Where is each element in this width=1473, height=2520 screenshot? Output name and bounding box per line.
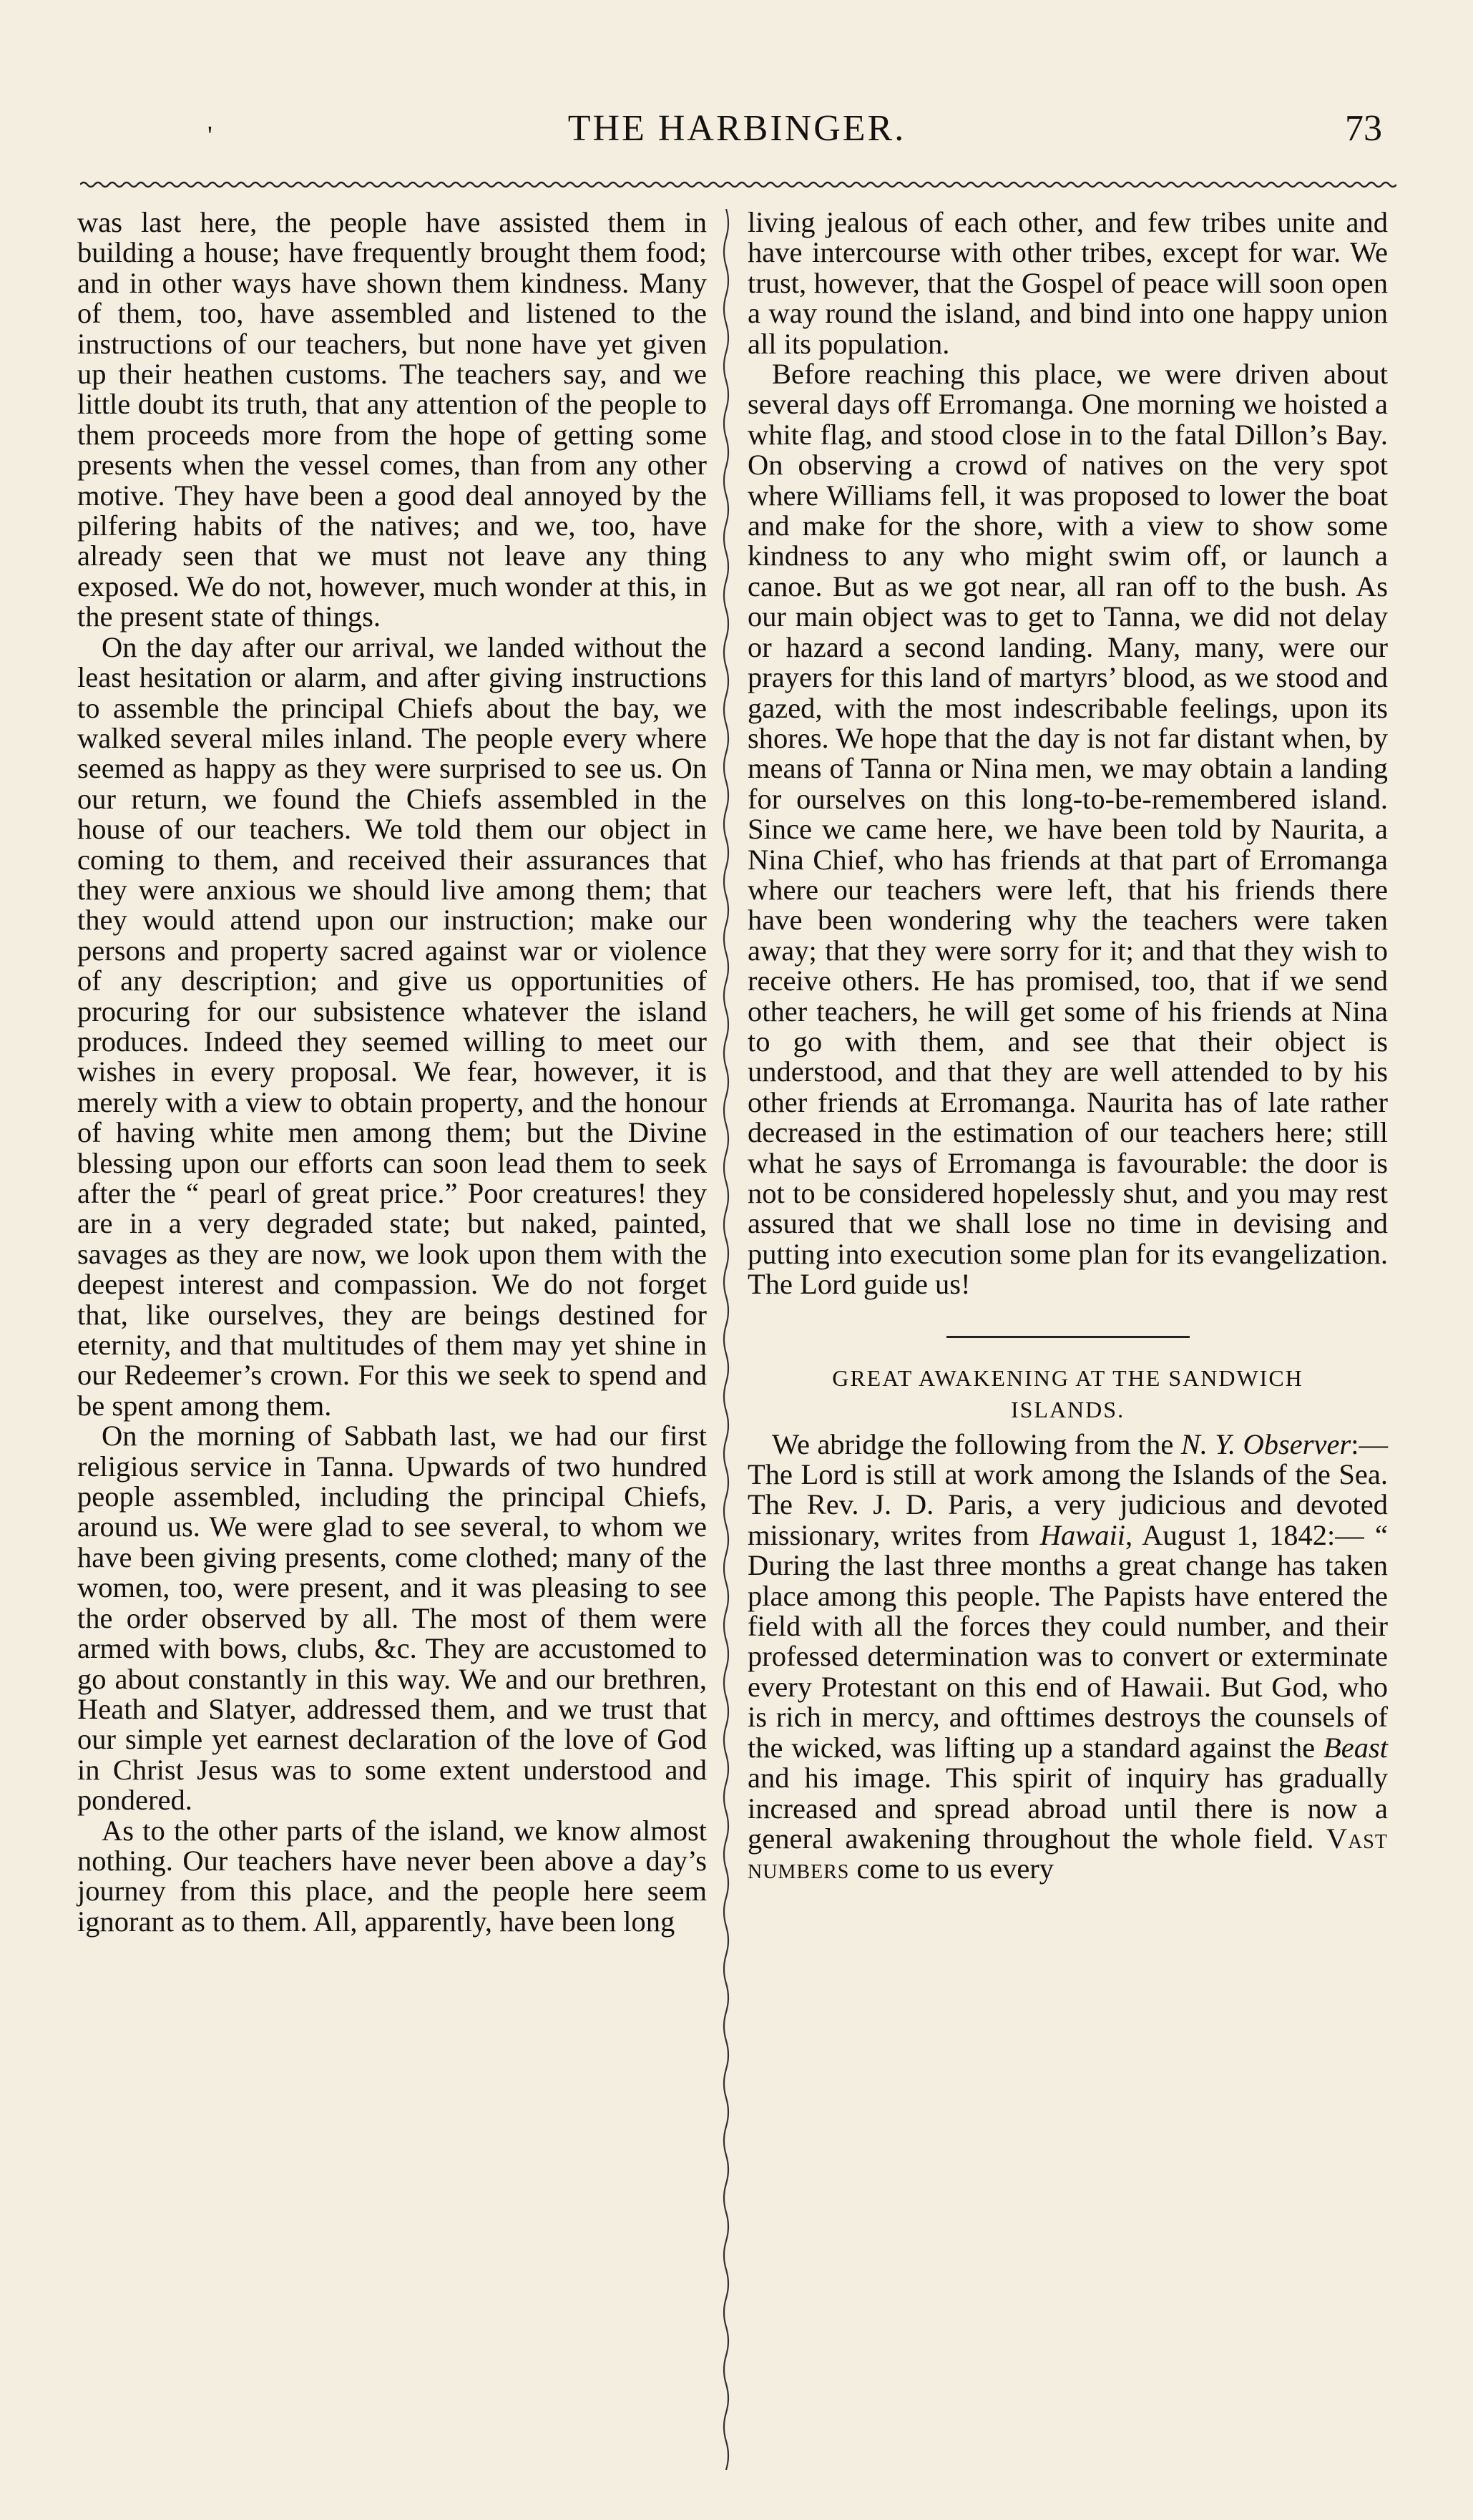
section-paragraph [748,1427,1388,1885]
beast-word: Beast [1323,1731,1388,1764]
vast-numbers: Vast numbers [748,1822,1388,1885]
source-name: N. Y. Observer [1180,1427,1351,1460]
place-name: Hawaii [1039,1518,1125,1551]
left-paragraph-3: On the morning of Sabbath last, we had our first religious service in Tanna. Upwards of two hundred people assembled, including the principal Chiefs, around us. We were glad to see several, to whom we have been giving presents, come clothed; many of the women, too, were present, and it was pleasing to see the order observed by all. The most of them were armed with bows, clubs, &c. They are accustomed to go about constantly in this way. We and our brethren, Heath and Slatyer, addressed them, and we trust that our simple yet earnest declaration of the love of God in Christ Jesus was to some extent understood and pondered. [77,1420,707,1817]
right-column [748,207,1388,2468]
left-paragraph-1: was last here, the people have assisted them in building a house; have frequently brought them food; and in other ways have shown them kindness. Many of them, too, have assembled and listened to the instructions of our teachers, but none have yet given up their heathen customs. The teachers say, and we little doubt its truth, that any attention of the people to them proceeds more from the hope of getting some presents when the vessel comes, than from any other motive. They have been a good deal annoyed by the pilfering habits of the natives; and we, too, have already seen that we must not leave any thing exposed. We do not, however, much wonder at this, in the present state of things. [77,206,707,633]
section-text-b: :—The Lord is still at work among the Islands of the Sea. The Rev. J. D. Paris, a very judicious and devoted missionary, writes from [748,1427,1388,1551]
wavy-header-rule [80,179,1396,190]
section-text-a: We abridge the following from the [772,1427,1181,1460]
left-paragraph-4: As to the other parts of the island, we know almost nothing. Our teachers have never been above a day’s journey from this place, and the people here seem ignorant as to them. All, apparently, have been long [77,1814,707,1938]
column-divider [708,209,744,2470]
section-text-e: come to us every [849,1852,1054,1885]
section-text-c: , August 1, 1842:— “ During the last three months a great change has taken place among this people. The Papists have entered the field with all the forces they could number, and their professed determination was to convert or exterminate every Protestant on this end of Hawaii. But God, who is rich in mercy, and ofttimes destroys the counsels of the wicked, was lifting up a standard against the [748,1518,1388,1764]
right-paragraph-2: Before reaching this place, we were driven about several days off Erromanga. One morning we hoisted a white flag, and stood close in to the fatal Dillon’s Bay. On observing a crowd of natives on the very spot where Williams fell, it was proposed to lower the boat and make for the shore, with a view to show some kindness to any who might swim off, or launch a canoe. But as we got near, all ran off to the bush. As our main object was to get to Tanna, we did not delay or hazard a second landing. Many, many, were our prayers for this land of martyrs’ blood, as we stood and gazed, with the most indescribable feelings, upon its shores. We hope that the day is not far distant when, by means of Tanna or Nina men, we may obtain a landing for ourselves on this long-to-be-remembered island. Since we came here, we have been told by Naurita, a Nina Chief, who has friends at that part of Erromanga where our teachers were left, that his friends there have been wondering why the teachers were taken away; that they were sorry for it; and that they wish to receive others. He has promised, too, that if we send other teachers, he will get some of his friends at Nina to go with them, and see that their object is understood, and that they are well attended to by his other friends at Erromanga. Naurita has of late rather decreased in the estimation of our teachers here; still what he says of Erromanga is favourable: the door is not to be considered hopelessly shut, and you may rest assured that we shall lose no time in devising and putting into execution some plan for its evangelization. The Lord guide us! [748,358,1388,1301]
section-divider [946,1336,1190,1338]
section-heading-line-2: ISLANDS. [1010,1396,1125,1422]
running-header [79,107,1395,165]
page-title: THE HARBINGER. [567,108,906,149]
section-heading [748,1362,1388,1425]
header-mark: ' [207,121,212,151]
section-heading-line-1: GREAT AWAKENING AT THE SANDWICH [832,1364,1303,1391]
right-paragraph-1: living jealous of each other, and few tribes unite and have intercourse with other tribes, except for war. We trust, however, that the Gospel of peace will soon open a way round the island, and bind into one happy union all its population. [748,206,1388,360]
left-column [77,207,707,2468]
left-paragraph-2: On the day after our arrival, we landed without the least hesitation or alarm, and after giving instructions to assemble the principal Chiefs about the bay, we walked several miles inland. The people every where seemed as happy as they were surprised to see us. On our return, we found the Chiefs assembled in the house of our teachers. We told them our object in coming to them, and received their assurances that they were anxious we should live among them; that they would attend upon our instruction; make our persons and property sacred against war or violence of any description; and give us opportunities of procuring for our subsistence whatever the island produces. Indeed they seemed willing to meet our wishes in every proposal. We fear, however, it is merely with a view to obtain property, and the honour of having white men among them; but the Divine blessing upon our efforts can soon lead them to seek after the “ pearl of great price.” Poor creatures! they are in a very degraded state; but naked, painted, savages as they are now, we look upon them with the deepest interest and compassion. We do not forget that, like ourselves, they are beings destined for eternity, and that multitudes of them may yet shine in our Redeemer’s crown. For this we seek to spend and be spent among them. [77,630,707,1422]
page-number: 73 [1345,108,1382,149]
section-text-d: and his image. This spirit of inquiry has gradually increased and spread abroad until there is now a general awakening throughout the whole field. [748,1762,1388,1855]
